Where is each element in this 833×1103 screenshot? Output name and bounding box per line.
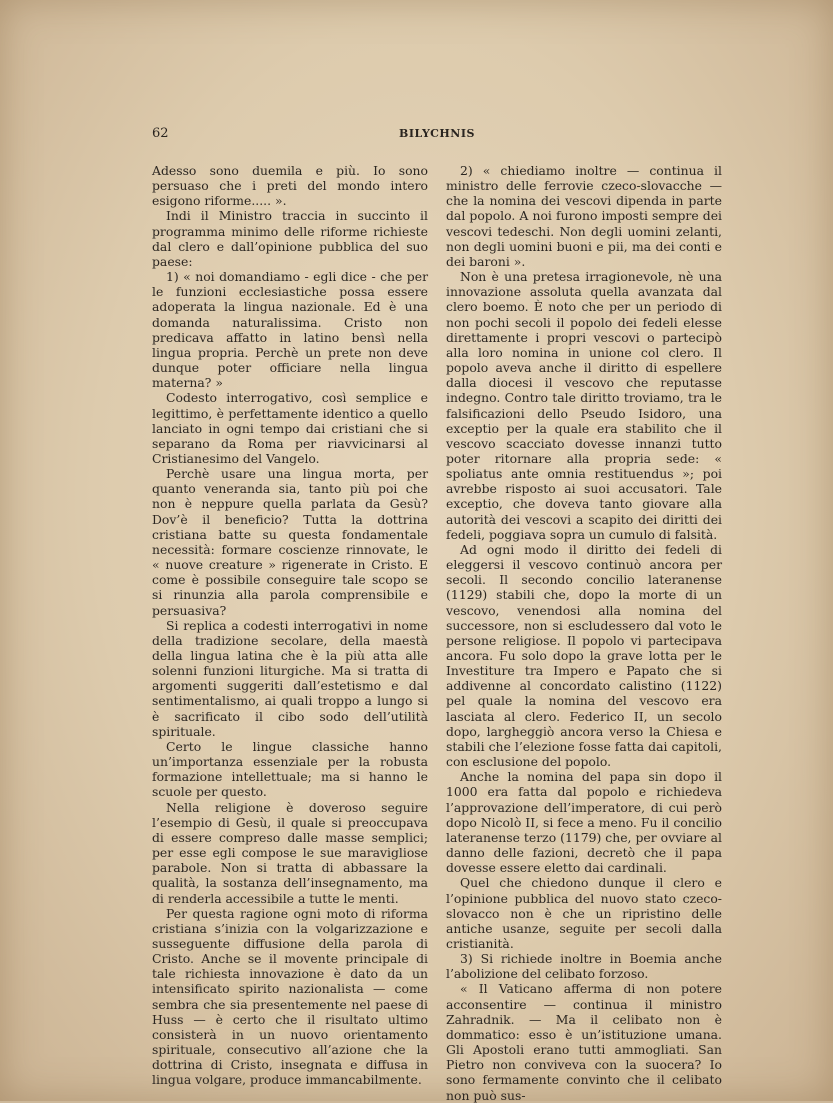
- right-column: [446, 163, 722, 1103]
- paragraph: Perchè usare una lingua morta, per quanto veneranda sia, tanto più poi che non è neppure quella parlata da Gesù? Dov’è il beneficio? Tutta la dottrina cristiana batte su questa fondamentale necessità: formare coscienze rinnovate, le « nuove creature » rigenerate in Cristo. E come è possibile conseguire tale scopo se si rinunzia alla parola comprensibile e persuasiva?: [152, 466, 428, 618]
- paragraph: Ad ogni modo il diritto dei fedeli di eleggersi il vescovo continuò ancora per secoli. Il secondo concilio lateranense (1129) stabili che, dopo la morte di un vescovo, venendosi alla nomina del successore, non si escludessero dal voto le persone religiose. Il popolo vi partecipava ancora. Fu solo dopo la grave lotta per le Investiture tra Impero e Papato che si addivenne al concordato calistino (1122) pel quale la nomina del vescovo era lasciata al clero. Federico II, un secolo dopo, largheggiò ancora verso la Chiesa e stabili che l’elezione fosse fatta dai capitoli, con esclusione del popolo.: [446, 541, 722, 770]
- left-column: [152, 163, 428, 1088]
- paragraph: Certo le lingue classiche hanno un’importanza essenziale per la robusta formazione intellettuale; ma si hanno le scuole per questo.: [152, 738, 428, 800]
- paragraph: Codesto interrogativo, così semplice e legittimo, è perfettamente identico a quello lanciato in ogni tempo dai cristiani che si separano da Roma per riavvicinarsi al Cristianesimo del Vangelo.: [152, 390, 428, 466]
- paragraph: Anche la nomina del papa sin dopo il 1000 era fatta dal popolo e richiedeva l’approvazione dell’imperatore, di cui però dopo Nicolò II, si fece a meno. Fu il concilio lateranense terzo (1179) che, per ovviare al danno delle fazioni, decretò che il papa dovesse essere eletto dai cardinali.: [446, 769, 722, 876]
- paragraph: « Il Vaticano afferma di non potere acconsentire — continua il ministro Zahradnik. — Ma il celibato non è dommatico: esso è un’istituzione umana. Gli Apostoli erano tutti ammogliati. San Pietro non conviveva con la suocera? Io sono fermamente convinto che il celibato non può sus-: [446, 981, 722, 1103]
- paragraph: Per questa ragione ogni moto di riforma cristiana s’inizia con la volgarizzazione e susseguente diffusione della parola di Cristo. Anche se il movente principale di tale richiesta innovazione è dato da un intensificato spirito nazionalista — come sembra che sia presentemente nel paese di Huss — è certo che il risultato ultimo consisterà in un nuovo orientamento spirituale, consecutivo all’azione che la dottrina di Cristo, insegnata e diffusa in lingua volgare, produce immancabilmente.: [152, 905, 428, 1088]
- paragraph: Indi il Ministro traccia in succinto il programma minimo delle riforme richieste dal clero e dall’opinione pubblica del suo paese:: [152, 208, 428, 269]
- running-title: BILYCHNIS: [399, 127, 475, 140]
- paragraph: Si replica a codesti interrogativi in nome della tradizione secolare, della maestà della lingua latina che è la più atta alle solenni funzioni liturgiche. Ma si tratta di argomenti suggeriti dall’estetismo e dal sentimentalismo, ai quali troppo a lungo si è sacrificato il cibo sodo dell’utilità spirituale.: [152, 617, 428, 739]
- paragraph: Non è una pretesa irragionevole, nè una innovazione assoluta quella avanzata dal clero boemo. È noto che per un periodo di non pochi secoli il popolo dei fedeli elesse direttamente i propri vescovi o partecipò alla loro nomina in unione col clero. Il popolo aveva anche il diritto di espellere dalla diocesi il vescovo che reputasse indegno. Contro tale diritto troviamo, tra le falsificazioni dello Pseudo Isidoro, una exceptio per la quale era stabilito che il vescovo scacciato dovesse innanzi tutto poter ritornare alla propria sede: « spoliatus ante omnia restituendus »; poi avrebbe risposto ai suoi accusatori. Tale exceptio, che doveva tanto giovare alla autorità dei vescovi a scapito dei diritti dei fedeli, poggiava sopra un cumulo di falsità.: [446, 269, 722, 542]
- paragraph: Nella religione è doveroso seguire l’esempio di Gesù, il quale si preoccupava di essere compreso dalle masse semplici; per esse egli compose le sue maravigliose parabole. Non si tratta di abbassare la qualità, la sostanza dell’insegnamento, ma di renderla accessibile a tutte le menti.: [152, 799, 428, 906]
- paragraph: 1) « noi domandiamo - egli dice - che per le funzioni ecclesiastiche possa essere adoperata la lingua nazionale. Ed è una domanda naturalissima. Cristo non predicava affatto in latino bensì nella lingua propria. Perchè un prete non deve dunque poter officiare nella lingua materna? »: [152, 269, 428, 391]
- page-header: [152, 126, 722, 144]
- paragraph: 3) Si richiede inoltre in Boemia anche l’abolizione del celibato forzoso.: [446, 951, 722, 982]
- page-number: 62: [152, 126, 169, 141]
- paragraph: Quel che chiedono dunque il clero e l’opinione pubblica del nuovo stato czeco-slovacco non è che un ripristino delle antiche usanze, seguite per secoli dalla cristianità.: [446, 875, 722, 951]
- paragraph: 2) « chiediamo inoltre — continua il ministro delle ferrovie czeco-slovacche — che la nomina dei vescovi dipenda in parte dal popolo. A noi furono imposti sempre dei vescovi tedeschi. Non degli uomini zelanti, non degli uomini buoni e pii, ma dei conti e dei baroni ».: [446, 163, 722, 269]
- paragraph: Adesso sono duemila e più. Io sono persuaso che i preti del mondo intero esigono riforme..... ».: [152, 163, 428, 209]
